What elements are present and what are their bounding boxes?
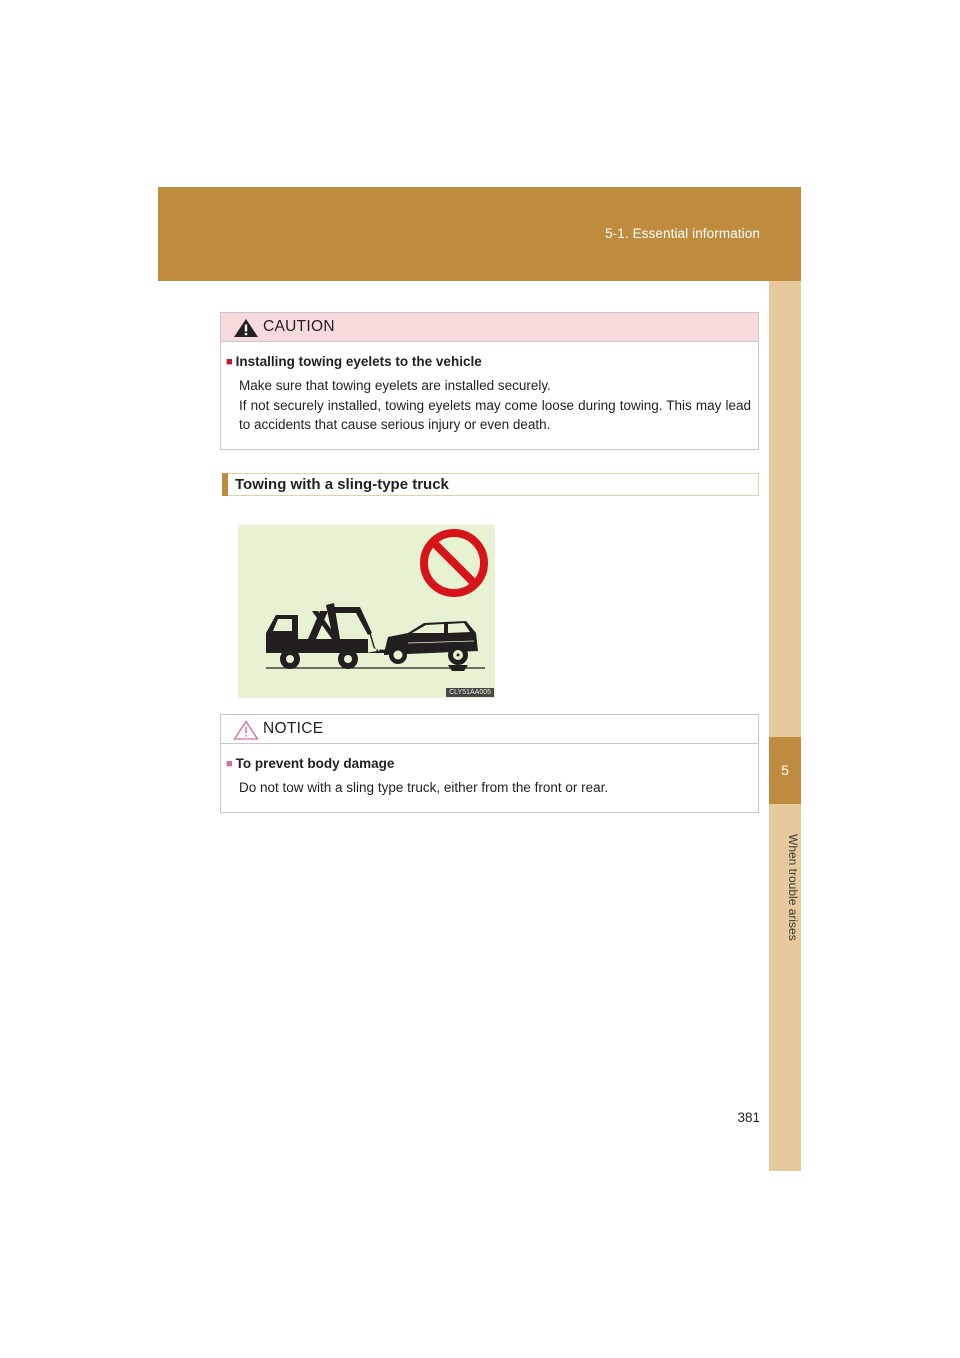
- notice-box: [220, 714, 759, 813]
- section-breadcrumb: 5-1. Essential information: [605, 226, 760, 241]
- caution-label: CAUTION: [263, 318, 335, 335]
- bullet-square-icon: ■: [226, 356, 233, 368]
- caution-box: [220, 312, 759, 450]
- notice-text: [226, 778, 751, 798]
- section-accent: [222, 473, 228, 496]
- warning-triangle-icon: [233, 318, 259, 338]
- sling-tow-illustration: [238, 525, 495, 698]
- notice-label: NOTICE: [263, 720, 324, 737]
- notice-item-title: ■ To prevent body damage: [226, 756, 395, 771]
- chapter-tab[interactable]: 5: [769, 737, 801, 804]
- caution-line: Make sure that towing eyelets are installed securely.: [239, 378, 551, 393]
- header-band: [158, 187, 801, 281]
- suv-icon: [384, 621, 478, 671]
- prohibition-sign-icon: [424, 533, 484, 593]
- tow-truck-icon: [266, 603, 388, 669]
- warning-triangle-outline-icon: [233, 720, 259, 740]
- bullet-square-icon: ■: [226, 758, 233, 770]
- section-title: Towing with a sling-type truck: [235, 476, 449, 493]
- notice-header: [221, 715, 758, 744]
- caution-text: [226, 376, 751, 435]
- notice-line: Do not tow with a sling type truck, either from the front or rear.: [239, 780, 609, 795]
- chapter-title: When trouble arises: [786, 833, 800, 941]
- page-number: 381: [737, 1110, 760, 1125]
- caution-item-title: ■ Installing towing eyelets to the vehicle: [226, 354, 482, 369]
- caution-line: If not securely installed, towing eyelets may come loose during towing. This may lead to accidents that cause serious injury or even death.: [239, 397, 751, 432]
- section-heading: [222, 473, 759, 496]
- side-strip: [769, 281, 801, 1171]
- figure-code: CLY51AA005: [446, 688, 494, 697]
- caution-header: [221, 313, 758, 342]
- sling-truck-prohibited-illustration: [238, 525, 495, 698]
